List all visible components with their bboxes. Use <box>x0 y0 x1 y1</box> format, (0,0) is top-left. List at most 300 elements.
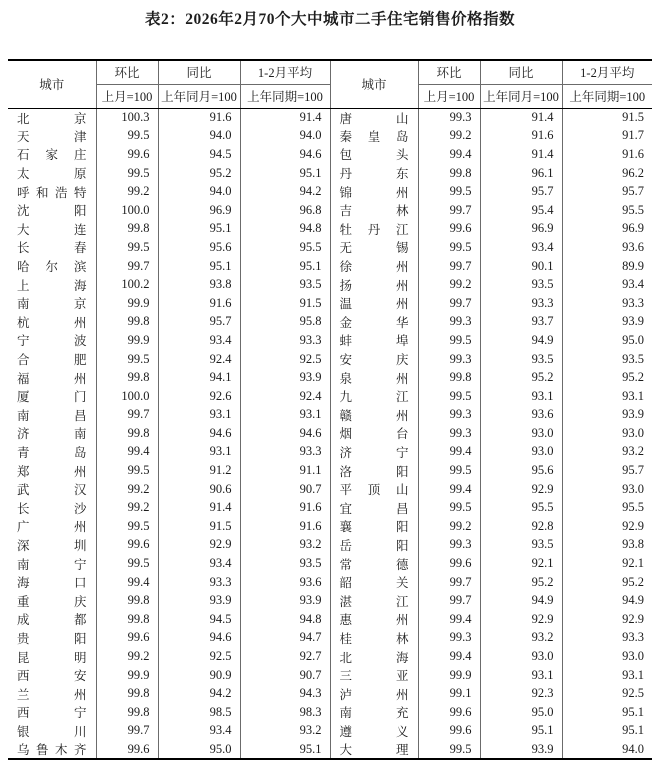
mom-value-cell: 99.7 <box>418 294 480 313</box>
city-cell <box>330 703 418 722</box>
city-name: 平 顶 山 <box>339 483 409 498</box>
yoy-value-cell: 94.2 <box>158 684 240 703</box>
table-row <box>8 740 652 759</box>
mom-value-cell: 99.5 <box>418 498 480 517</box>
header-yoy-base-left: 上年同月=100 <box>158 84 240 108</box>
mom-value-cell: 99.8 <box>96 684 158 703</box>
mom-value-cell: 99.7 <box>96 722 158 741</box>
yoy-value-cell: 92.9 <box>480 480 562 499</box>
city-name: 蚌 埠 <box>339 334 409 349</box>
city-cell <box>330 145 418 164</box>
city-cell <box>8 554 96 573</box>
city-cell <box>8 257 96 276</box>
mom-value-cell: 99.6 <box>96 145 158 164</box>
city-cell <box>330 127 418 146</box>
city-cell <box>330 313 418 332</box>
city-cell <box>330 220 418 239</box>
yoy-value-cell: 91.6 <box>480 127 562 146</box>
mom-value-cell: 99.6 <box>96 536 158 555</box>
city-cell <box>8 629 96 648</box>
yoy-value-cell: 93.5 <box>480 536 562 555</box>
avg-value-cell: 91.7 <box>562 127 652 146</box>
city-cell <box>8 536 96 555</box>
yoy-value-cell: 94.1 <box>158 368 240 387</box>
mom-value-cell: 99.9 <box>96 294 158 313</box>
city-name: 丹 东 <box>339 167 409 182</box>
yoy-value-cell: 95.2 <box>480 368 562 387</box>
city-cell <box>8 164 96 183</box>
table-row <box>8 722 652 741</box>
yoy-value-cell: 95.7 <box>480 182 562 201</box>
city-cell <box>8 145 96 164</box>
avg-value-cell: 90.7 <box>240 666 330 685</box>
table-row <box>8 443 652 462</box>
city-name: 吉 林 <box>339 204 409 219</box>
avg-value-cell: 93.3 <box>240 443 330 462</box>
city-cell <box>8 666 96 685</box>
city-cell <box>8 610 96 629</box>
city-name: 桂 林 <box>339 631 409 646</box>
yoy-value-cell: 94.6 <box>158 629 240 648</box>
yoy-value-cell: 94.0 <box>158 182 240 201</box>
avg-value-cell: 93.1 <box>240 406 330 425</box>
mom-value-cell: 99.2 <box>418 127 480 146</box>
city-name: 南 充 <box>339 706 409 721</box>
yoy-value-cell: 94.9 <box>480 591 562 610</box>
city-cell <box>8 294 96 313</box>
city-name: 宜 昌 <box>339 501 409 516</box>
table-row <box>8 313 652 332</box>
city-name: 长 沙 <box>17 501 87 516</box>
avg-value-cell: 95.2 <box>562 368 652 387</box>
city-cell <box>8 406 96 425</box>
mom-value-cell: 99.7 <box>418 573 480 592</box>
avg-value-cell: 95.8 <box>240 313 330 332</box>
yoy-value-cell: 92.5 <box>158 647 240 666</box>
avg-value-cell: 96.9 <box>562 220 652 239</box>
header-mom-left: 环比 <box>96 60 158 84</box>
mom-value-cell: 99.3 <box>418 108 480 127</box>
city-cell <box>8 313 96 332</box>
mom-value-cell: 100.0 <box>96 201 158 220</box>
city-cell <box>8 424 96 443</box>
city-cell <box>8 703 96 722</box>
city-cell <box>330 740 418 759</box>
city-name: 沈 阳 <box>17 204 87 219</box>
mom-value-cell: 99.5 <box>418 461 480 480</box>
table-row <box>8 220 652 239</box>
city-name: 呼 和 浩 特 <box>17 185 87 200</box>
yoy-value-cell: 91.6 <box>158 294 240 313</box>
city-name: 合 肥 <box>17 353 87 368</box>
table-row <box>8 257 652 276</box>
yoy-value-cell: 95.1 <box>158 220 240 239</box>
city-cell <box>330 331 418 350</box>
city-cell <box>330 554 418 573</box>
city-cell <box>330 536 418 555</box>
city-cell <box>8 238 96 257</box>
city-name: 乌 鲁 木 齐 <box>17 743 87 758</box>
mom-value-cell: 99.8 <box>96 591 158 610</box>
mom-value-cell: 99.3 <box>418 424 480 443</box>
city-name: 重 庆 <box>17 594 87 609</box>
yoy-value-cell: 93.8 <box>158 275 240 294</box>
avg-value-cell: 93.5 <box>240 275 330 294</box>
city-name: 遵 义 <box>339 724 409 739</box>
yoy-value-cell: 95.1 <box>480 722 562 741</box>
price-index-table <box>8 59 652 760</box>
city-cell <box>8 331 96 350</box>
header-yoy-base-right: 上年同月=100 <box>480 84 562 108</box>
mom-value-cell: 99.8 <box>96 424 158 443</box>
avg-value-cell: 95.7 <box>562 461 652 480</box>
yoy-value-cell: 94.0 <box>158 127 240 146</box>
city-name: 银 川 <box>17 724 87 739</box>
table-row <box>8 498 652 517</box>
table-row <box>8 573 652 592</box>
city-cell <box>8 684 96 703</box>
avg-value-cell: 95.1 <box>240 164 330 183</box>
table-row <box>8 368 652 387</box>
header-city-right: 城市 <box>330 60 418 108</box>
avg-value-cell: 94.7 <box>240 629 330 648</box>
city-name: 长 春 <box>17 241 87 256</box>
city-cell <box>8 591 96 610</box>
yoy-value-cell: 93.0 <box>480 443 562 462</box>
table-row <box>8 610 652 629</box>
city-cell <box>330 722 418 741</box>
header-avg-left: 1-2月平均 <box>240 60 330 84</box>
city-name: 南 宁 <box>17 557 87 572</box>
table-row <box>8 294 652 313</box>
avg-value-cell: 94.9 <box>562 591 652 610</box>
city-cell <box>330 498 418 517</box>
yoy-value-cell: 96.9 <box>158 201 240 220</box>
yoy-value-cell: 92.9 <box>158 536 240 555</box>
city-name: 海 口 <box>17 576 87 591</box>
mom-value-cell: 99.4 <box>418 610 480 629</box>
avg-value-cell: 94.2 <box>240 182 330 201</box>
city-name: 成 都 <box>17 613 87 628</box>
mom-value-cell: 99.2 <box>418 517 480 536</box>
yoy-value-cell: 92.8 <box>480 517 562 536</box>
city-name: 无 锡 <box>339 241 409 256</box>
yoy-value-cell: 91.5 <box>158 517 240 536</box>
avg-value-cell: 92.9 <box>562 517 652 536</box>
city-cell <box>8 275 96 294</box>
header-mom-right: 环比 <box>418 60 480 84</box>
table-row <box>8 275 652 294</box>
header-avg-base-right: 上年同期=100 <box>562 84 652 108</box>
city-name: 秦 皇 岛 <box>339 129 409 144</box>
city-cell <box>330 573 418 592</box>
yoy-value-cell: 90.9 <box>158 666 240 685</box>
avg-value-cell: 95.5 <box>562 498 652 517</box>
mom-value-cell: 99.2 <box>96 480 158 499</box>
yoy-value-cell: 93.3 <box>158 573 240 592</box>
table-row <box>8 461 652 480</box>
city-cell <box>8 182 96 201</box>
city-name: 扬 州 <box>339 278 409 293</box>
table-row <box>8 350 652 369</box>
avg-value-cell: 96.2 <box>562 164 652 183</box>
table-row <box>8 554 652 573</box>
table-row <box>8 703 652 722</box>
avg-value-cell: 92.9 <box>562 610 652 629</box>
mom-value-cell: 99.8 <box>418 164 480 183</box>
yoy-value-cell: 92.9 <box>480 610 562 629</box>
mom-value-cell: 99.7 <box>418 201 480 220</box>
mom-value-cell: 99.9 <box>96 666 158 685</box>
city-cell <box>330 368 418 387</box>
yoy-value-cell: 94.6 <box>158 424 240 443</box>
header-yoy-left: 同比 <box>158 60 240 84</box>
avg-value-cell: 95.5 <box>562 201 652 220</box>
city-name: 昆 明 <box>17 650 87 665</box>
avg-value-cell: 91.5 <box>240 294 330 313</box>
avg-value-cell: 94.0 <box>562 740 652 759</box>
avg-value-cell: 93.2 <box>562 443 652 462</box>
avg-value-cell: 94.8 <box>240 220 330 239</box>
header-mom-base-right: 上月=100 <box>418 84 480 108</box>
mom-value-cell: 99.5 <box>96 127 158 146</box>
table-row <box>8 666 652 685</box>
city-cell <box>330 517 418 536</box>
table-row <box>8 182 652 201</box>
table-row <box>8 480 652 499</box>
city-name: 三 亚 <box>339 669 409 684</box>
city-name: 宁 波 <box>17 334 87 349</box>
city-cell <box>330 424 418 443</box>
city-cell <box>8 350 96 369</box>
mom-value-cell: 99.9 <box>418 666 480 685</box>
avg-value-cell: 91.6 <box>240 498 330 517</box>
city-cell <box>8 647 96 666</box>
avg-value-cell: 94.8 <box>240 610 330 629</box>
city-name: 洛 阳 <box>339 464 409 479</box>
mom-value-cell: 99.6 <box>96 629 158 648</box>
city-cell <box>330 666 418 685</box>
yoy-value-cell: 93.5 <box>480 350 562 369</box>
avg-value-cell: 93.8 <box>562 536 652 555</box>
city-name: 北 海 <box>339 650 409 665</box>
avg-value-cell: 93.6 <box>240 573 330 592</box>
city-cell <box>330 164 418 183</box>
avg-value-cell: 94.3 <box>240 684 330 703</box>
avg-value-cell: 93.1 <box>562 387 652 406</box>
city-name: 惠 州 <box>339 613 409 628</box>
city-name: 南 昌 <box>17 408 87 423</box>
yoy-value-cell: 95.1 <box>158 257 240 276</box>
avg-value-cell: 95.0 <box>562 331 652 350</box>
header-avg-base-left: 上年同期=100 <box>240 84 330 108</box>
mom-value-cell: 99.5 <box>96 517 158 536</box>
city-cell <box>8 368 96 387</box>
mom-value-cell: 99.8 <box>96 610 158 629</box>
city-cell <box>330 461 418 480</box>
city-name: 郑 州 <box>17 464 87 479</box>
city-name: 包 头 <box>339 148 409 163</box>
page-title: 表2：2026年2月70个大中城市二手住宅销售价格指数 <box>144 11 515 28</box>
city-name: 泸 州 <box>339 687 409 702</box>
mom-value-cell: 99.8 <box>418 368 480 387</box>
yoy-value-cell: 93.7 <box>480 313 562 332</box>
city-cell <box>8 220 96 239</box>
yoy-value-cell: 93.5 <box>480 275 562 294</box>
city-cell <box>330 387 418 406</box>
avg-value-cell: 95.2 <box>562 573 652 592</box>
yoy-value-cell: 93.1 <box>480 666 562 685</box>
avg-value-cell: 94.0 <box>240 127 330 146</box>
mom-value-cell: 99.5 <box>96 554 158 573</box>
mom-value-cell: 99.5 <box>96 461 158 480</box>
yoy-value-cell: 95.4 <box>480 201 562 220</box>
avg-value-cell: 93.2 <box>240 722 330 741</box>
avg-value-cell: 91.4 <box>240 108 330 127</box>
yoy-value-cell: 91.4 <box>158 498 240 517</box>
city-cell <box>330 294 418 313</box>
table-row <box>8 517 652 536</box>
yoy-value-cell: 95.6 <box>158 238 240 257</box>
table-row <box>8 406 652 425</box>
mom-value-cell: 99.8 <box>96 703 158 722</box>
avg-value-cell: 93.2 <box>240 536 330 555</box>
yoy-value-cell: 94.9 <box>480 331 562 350</box>
yoy-value-cell: 91.6 <box>158 108 240 127</box>
avg-value-cell: 93.1 <box>562 666 652 685</box>
avg-value-cell: 92.5 <box>240 350 330 369</box>
yoy-value-cell: 91.2 <box>158 461 240 480</box>
avg-value-cell: 93.0 <box>562 647 652 666</box>
mom-value-cell: 99.3 <box>418 406 480 425</box>
mom-value-cell: 99.6 <box>418 722 480 741</box>
avg-value-cell: 92.7 <box>240 647 330 666</box>
city-name: 泉 州 <box>339 371 409 386</box>
city-name: 赣 州 <box>339 408 409 423</box>
avg-value-cell: 93.9 <box>562 406 652 425</box>
city-name: 西 安 <box>17 669 87 684</box>
city-name: 唐 山 <box>339 111 409 126</box>
city-name: 上 海 <box>17 278 87 293</box>
city-name: 杭 州 <box>17 315 87 330</box>
mom-value-cell: 99.7 <box>418 257 480 276</box>
mom-value-cell: 99.6 <box>418 554 480 573</box>
city-cell <box>330 275 418 294</box>
avg-value-cell: 91.6 <box>240 517 330 536</box>
city-cell <box>330 182 418 201</box>
city-name: 哈 尔 滨 <box>17 260 87 275</box>
yoy-value-cell: 93.3 <box>480 294 562 313</box>
avg-value-cell: 93.0 <box>562 424 652 443</box>
mom-value-cell: 100.0 <box>96 387 158 406</box>
city-cell <box>8 573 96 592</box>
yoy-value-cell: 95.7 <box>158 313 240 332</box>
city-name: 常 德 <box>339 557 409 572</box>
table-body <box>8 108 652 759</box>
mom-value-cell: 99.3 <box>418 629 480 648</box>
avg-value-cell: 93.9 <box>240 368 330 387</box>
mom-value-cell: 99.4 <box>418 443 480 462</box>
city-name: 石 家 庄 <box>17 148 87 163</box>
city-name: 深 圳 <box>17 538 87 553</box>
table-row <box>8 164 652 183</box>
city-cell <box>8 480 96 499</box>
avg-value-cell: 98.3 <box>240 703 330 722</box>
avg-value-cell: 95.1 <box>562 703 652 722</box>
avg-value-cell: 92.5 <box>562 684 652 703</box>
mom-value-cell: 99.5 <box>418 182 480 201</box>
table-row <box>8 629 652 648</box>
city-name: 西 宁 <box>17 706 87 721</box>
city-cell <box>8 740 96 759</box>
yoy-value-cell: 92.4 <box>158 350 240 369</box>
header-mom-base-left: 上月=100 <box>96 84 158 108</box>
table-header <box>8 60 652 108</box>
mom-value-cell: 99.4 <box>418 647 480 666</box>
avg-value-cell: 95.1 <box>562 722 652 741</box>
yoy-value-cell: 93.6 <box>480 406 562 425</box>
avg-value-cell: 93.9 <box>562 313 652 332</box>
table-row <box>8 591 652 610</box>
mom-value-cell: 99.4 <box>96 443 158 462</box>
table-row <box>8 127 652 146</box>
city-cell <box>330 443 418 462</box>
table-row <box>8 647 652 666</box>
yoy-value-cell: 93.4 <box>158 554 240 573</box>
city-name: 牡 丹 江 <box>339 222 409 237</box>
yoy-value-cell: 96.1 <box>480 164 562 183</box>
avg-value-cell: 95.1 <box>240 740 330 759</box>
city-name: 韶 关 <box>339 576 409 591</box>
city-cell <box>330 201 418 220</box>
avg-value-cell: 95.1 <box>240 257 330 276</box>
table-row <box>8 238 652 257</box>
avg-value-cell: 95.5 <box>240 238 330 257</box>
city-name: 温 州 <box>339 297 409 312</box>
city-cell <box>330 257 418 276</box>
yoy-value-cell: 93.4 <box>480 238 562 257</box>
mom-value-cell: 99.6 <box>418 703 480 722</box>
yoy-value-cell: 92.6 <box>158 387 240 406</box>
city-name: 贵 阳 <box>17 631 87 646</box>
city-name: 济 宁 <box>339 445 409 460</box>
city-cell <box>330 406 418 425</box>
city-name: 大 连 <box>17 222 87 237</box>
city-cell <box>330 647 418 666</box>
mom-value-cell: 99.4 <box>418 145 480 164</box>
avg-value-cell: 92.1 <box>562 554 652 573</box>
avg-value-cell: 93.3 <box>562 629 652 648</box>
yoy-value-cell: 93.1 <box>158 406 240 425</box>
table-row <box>8 536 652 555</box>
table-row <box>8 108 652 127</box>
header-city-left: 城市 <box>8 60 96 108</box>
avg-value-cell: 93.3 <box>240 331 330 350</box>
yoy-value-cell: 94.5 <box>158 610 240 629</box>
yoy-value-cell: 95.2 <box>480 573 562 592</box>
city-cell <box>330 629 418 648</box>
mom-value-cell: 99.2 <box>96 498 158 517</box>
city-name: 南 京 <box>17 297 87 312</box>
header-yoy-right: 同比 <box>480 60 562 84</box>
city-name: 岳 阳 <box>339 538 409 553</box>
yoy-value-cell: 92.3 <box>480 684 562 703</box>
city-cell <box>8 387 96 406</box>
header-avg-right: 1-2月平均 <box>562 60 652 84</box>
avg-value-cell: 91.6 <box>562 145 652 164</box>
avg-value-cell: 93.5 <box>562 350 652 369</box>
yoy-value-cell: 93.4 <box>158 722 240 741</box>
